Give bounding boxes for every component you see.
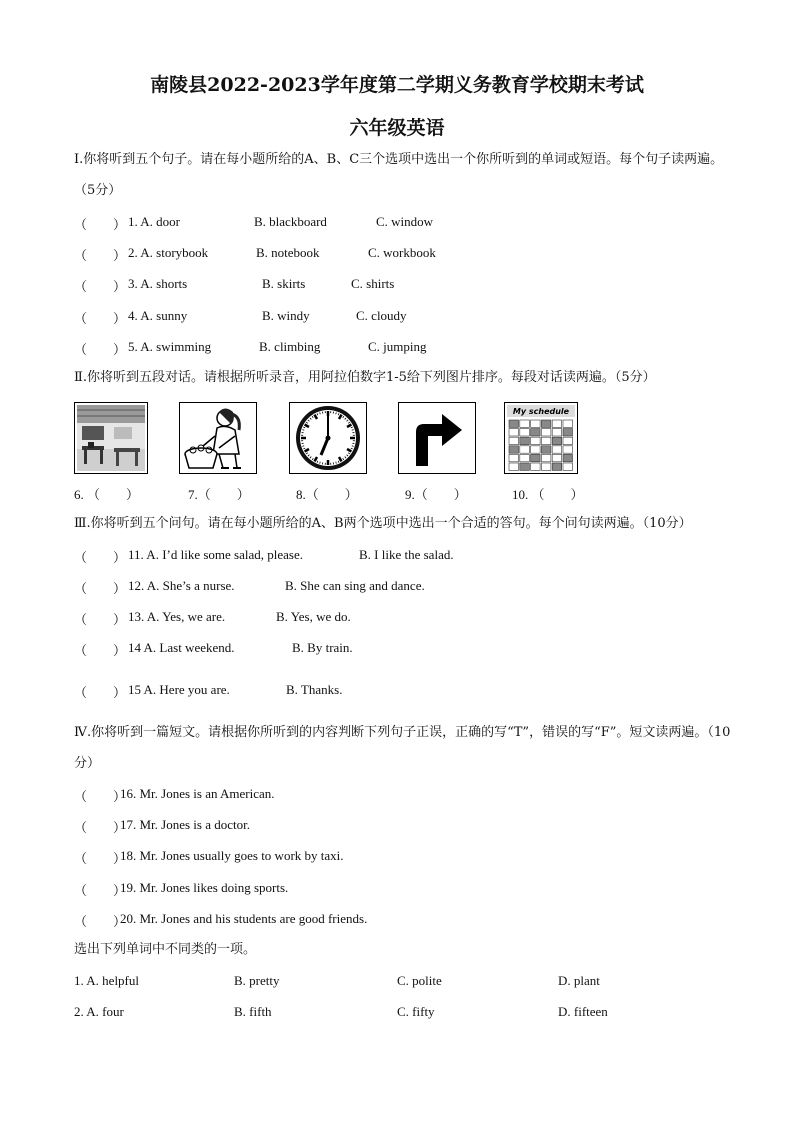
section4-instruction: Ⅳ.你将听到一篇短文。请根据你所听到的内容判断下列句子正误，正确的写“T”，错误的写“F”。短文读两遍。（10分）	[74, 725, 731, 771]
turn-right-arrow-picture	[398, 402, 476, 474]
section3-instruction: Ⅲ.你将听到五个问句。请在每小题所给的A、B两个选项中选出一个合适的答句。每个问句读两遍。（10分）	[74, 516, 692, 531]
answer-blank[interactable]: （ ）	[74, 612, 127, 627]
answer-blank[interactable]: （ ）	[74, 217, 127, 232]
picture-label-8[interactable]: 8.（ ）	[296, 487, 358, 502]
answer-blank[interactable]: （ ）	[74, 550, 127, 565]
answer-blank[interactable]: （ ）	[74, 883, 127, 898]
exam-subtitle: 六年级英语	[349, 117, 445, 139]
clock-picture	[289, 402, 367, 474]
schedule-heading: My schedule	[512, 407, 570, 416]
schedule-picture	[504, 402, 578, 474]
answer-blank[interactable]: （ ）	[74, 311, 127, 326]
section5-instruction: 选出下列单词中不同类的一项。	[74, 942, 257, 957]
picture-label-7[interactable]: 7.（ ）	[188, 487, 250, 502]
exam-title: 南陵县2022-2023学年度第二学期义务教育学校期末考试	[150, 74, 644, 96]
picture-label-6[interactable]: 6. （ ）	[74, 487, 140, 502]
answer-blank[interactable]: （ ）	[74, 820, 127, 835]
section1-instruction: Ⅰ.你将听到五个句子。请在每小题所给的A、B、C三个选项中选出一个你所听到的单词或短语。每个句子读两遍。（5分）	[74, 152, 724, 198]
girl-washing-clothes-picture	[179, 402, 257, 474]
answer-blank[interactable]: （ ）	[74, 581, 127, 596]
classroom-picture	[74, 402, 148, 474]
answer-blank[interactable]: （ ）	[74, 279, 127, 294]
answer-blank[interactable]: （ ）	[74, 342, 127, 357]
answer-blank[interactable]: （ ）	[74, 685, 127, 700]
section2-instruction: Ⅱ.你将听到五段对话。请根据所听录音，用阿拉伯数字1-5给下列图片排序。每段对话读两遍。（5分）	[74, 370, 656, 385]
picture-label-9[interactable]: 9.（ ）	[405, 487, 467, 502]
picture-row	[74, 402, 594, 474]
answer-blank[interactable]: （ ）	[74, 789, 127, 804]
answer-blank[interactable]: （ ）	[74, 851, 127, 866]
answer-blank[interactable]: （ ）	[74, 248, 127, 263]
picture-label-10[interactable]: 10. （ ）	[512, 487, 584, 502]
exam-page: 南陵县2022-2023学年度第二学期义务教育学校期末考试 六年级英语 Ⅰ.你将听到五个句子。请在每小题所给的A、B、C三个选项中选出一个你所听到的单词或短语。每个句子读两遍。（5分） （ ） 1. A. door B. blackboard C. window （ ） 2. A. storybook B. notebook C. workbook （ ） 3. A. shorts B. skirts C. shirts （ ） 4. A. sunny B. windy C. cloudy （ ） 5. A. swimming B. climbing C. jumping Ⅱ.你将听到五段对话。请根据所听录音，用阿拉伯数字1-5给下列图片排序。每段对话读两遍。（5分） My schedule 6. （ ） 7.（ ） 8.（ ） 9.（ ） 10. （ ） Ⅲ.你将听到五个问句。请在每小题所给的A、B两个选项中选出一个合适的答句。每个问句读两遍。（10分） （ ） 11. A. I’d like some salad, please. B. I like the salad. （ ） 12. A. She’s a nurse. B. She can sing and dance. （ ） 13. A. Yes, we are. B. Yes, we do. （ ） 14 A. Last weekend. B. By train. （ ） 15 A. Here you are. B. Thanks. Ⅳ.你将听到一篇短文。请根据你所听到的内容判断下列句子正误，正确的写“T”，错误的写“F”。短文读两遍。（10分） （ ） 16. Mr. Jones is an American. （ ） 17. Mr. Jones is a doctor. （ ） 18. Mr. Jones usually goes to work by taxi. （ ） 19. Mr. Jones likes doing sports. （ ） 20. Mr. Jones and his students are good friends. 选出下列单词中不同类的一项。 1. A. helpful B. pretty C. polite D. plant 2. A. four B. fifth C. fifty D. fifteen	[0, 0, 794, 1123]
answer-blank[interactable]: （ ）	[74, 914, 127, 929]
answer-blank[interactable]: （ ）	[74, 643, 127, 658]
